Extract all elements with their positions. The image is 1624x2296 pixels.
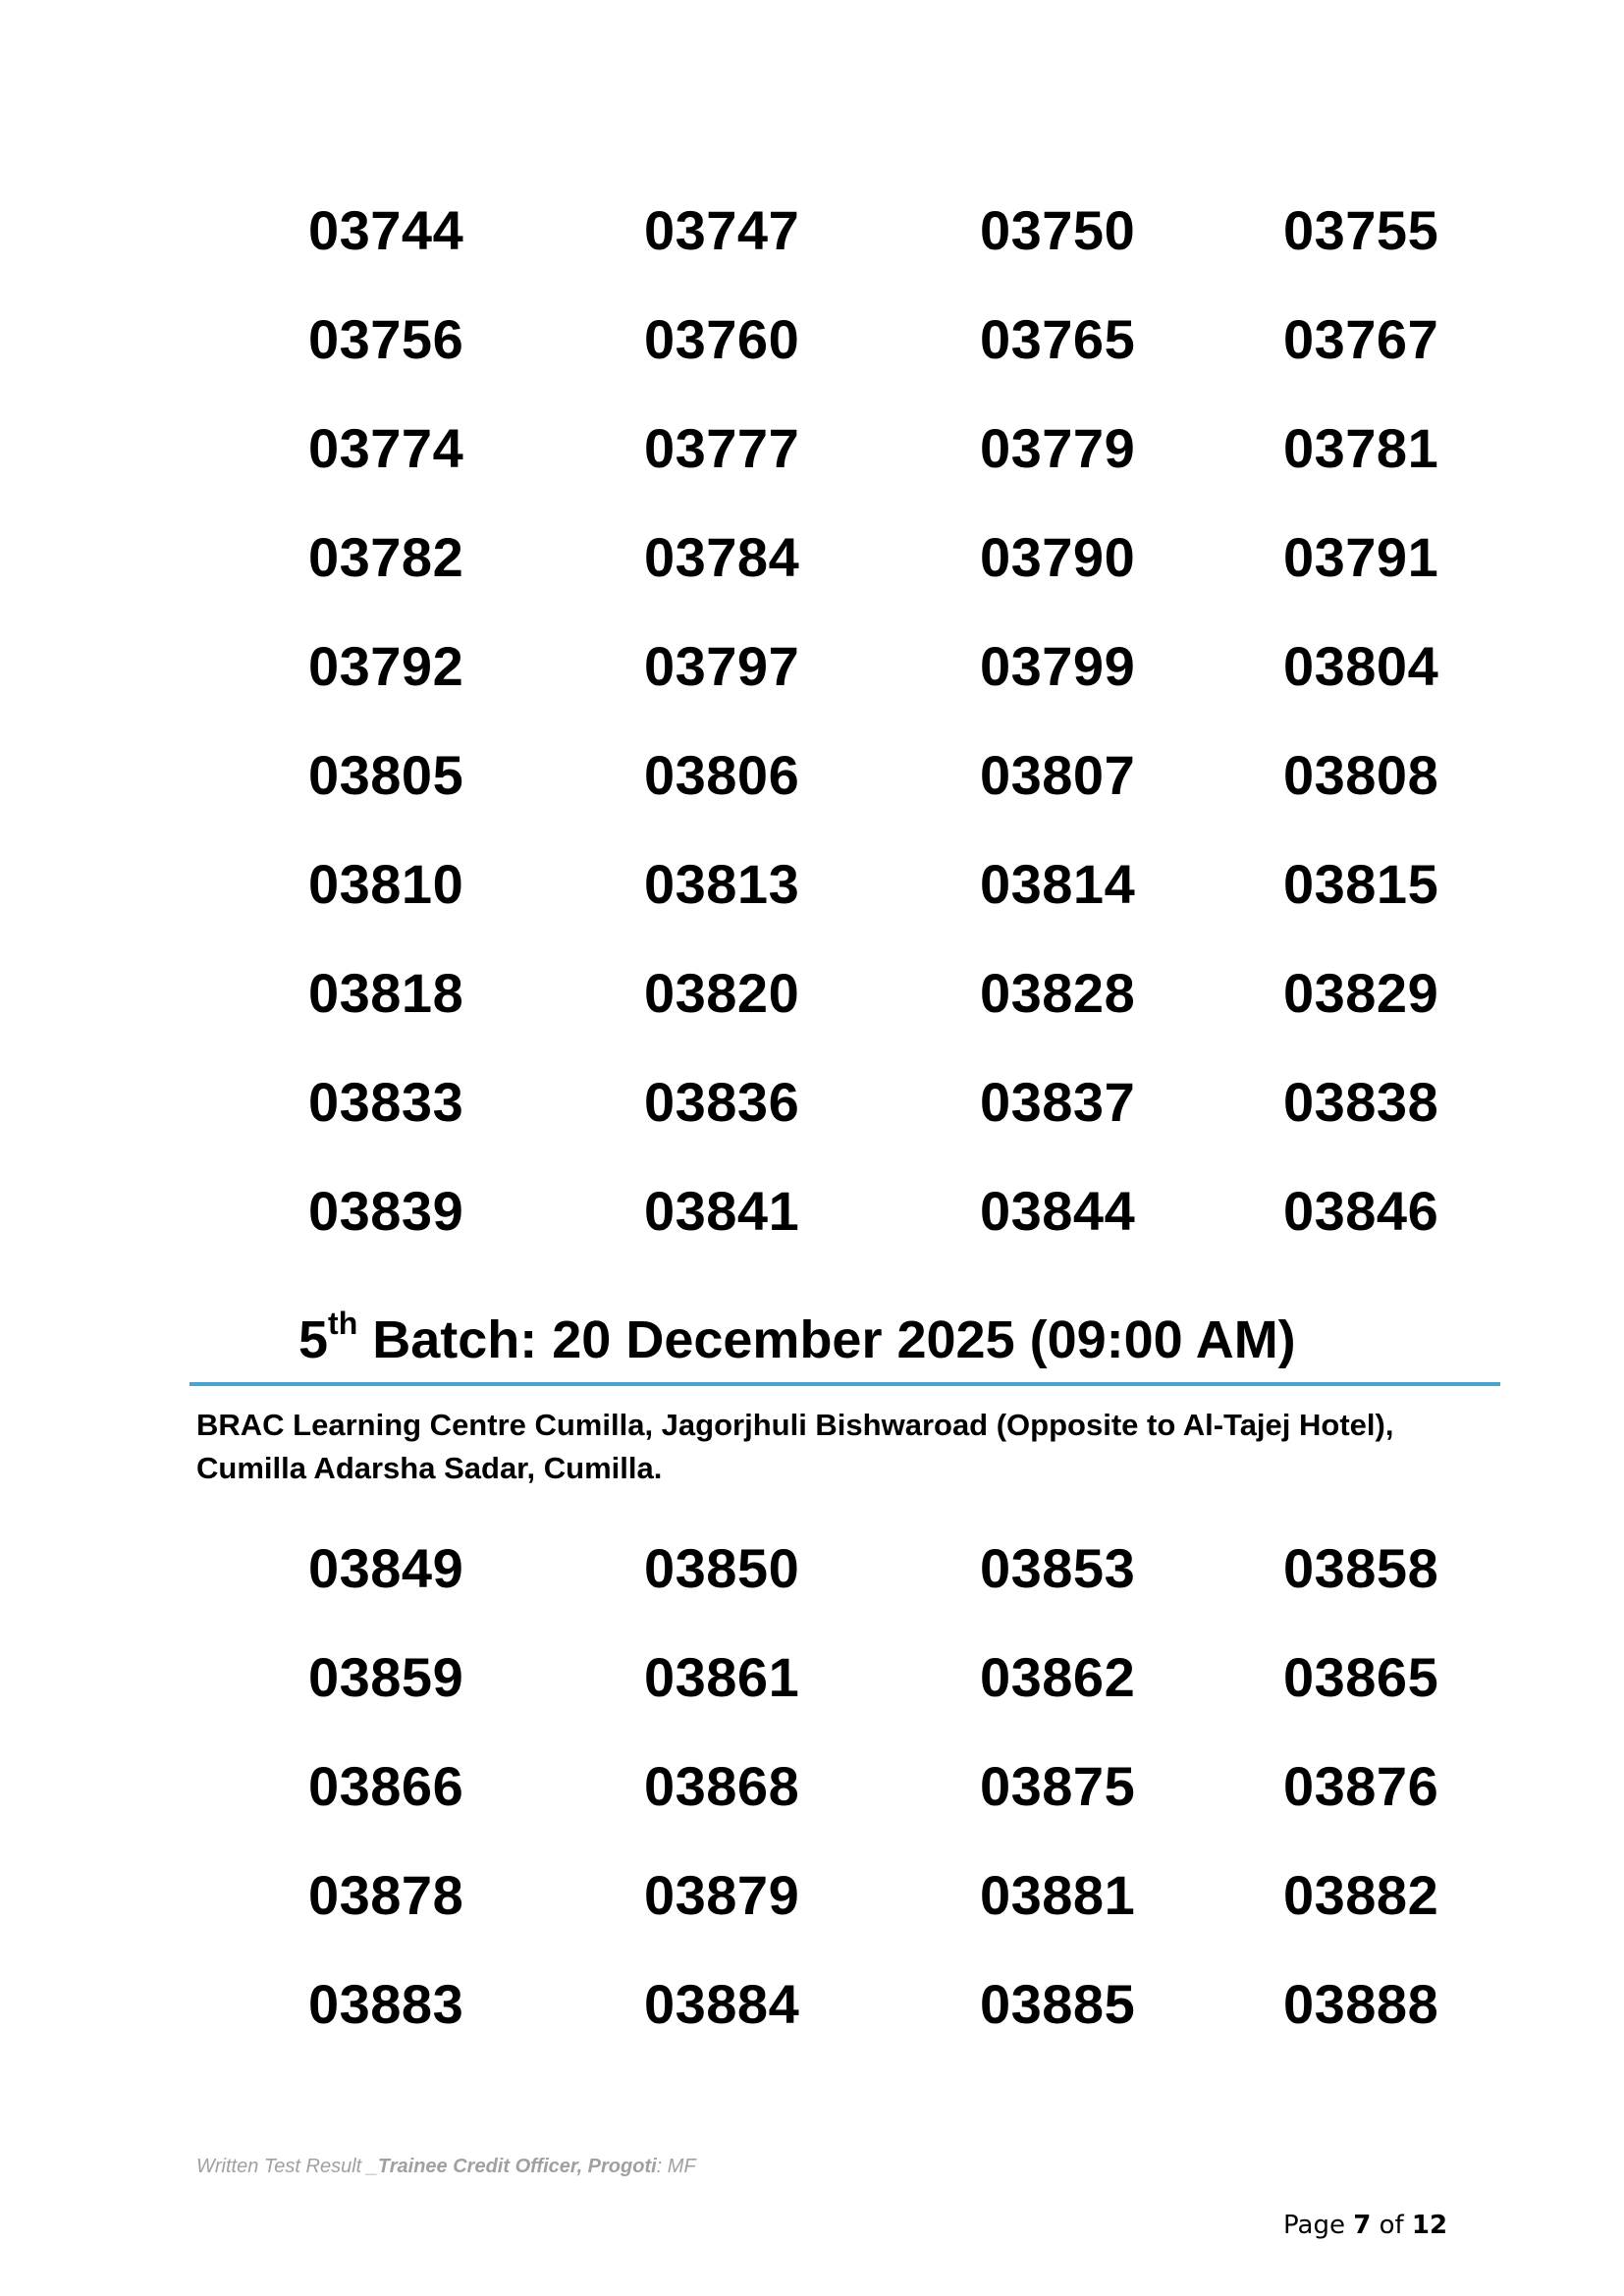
roll-number: 03815 bbox=[1283, 853, 1439, 915]
table-row bbox=[0, 829, 1624, 938]
roll-number: 03810 bbox=[308, 853, 464, 915]
roll-number: 03807 bbox=[980, 744, 1136, 806]
table-row bbox=[0, 1047, 1624, 1156]
roll-number: 03846 bbox=[1283, 1180, 1439, 1242]
roll-number: 03861 bbox=[644, 1646, 800, 1708]
roll-number: 03839 bbox=[308, 1180, 464, 1242]
roll-number: 03774 bbox=[308, 417, 464, 479]
roll-number: 03813 bbox=[644, 853, 800, 915]
roll-number: 03868 bbox=[644, 1755, 800, 1817]
roll-number: 03814 bbox=[980, 853, 1136, 915]
roll-number: 03818 bbox=[308, 962, 464, 1024]
roll-number: 03888 bbox=[1283, 1973, 1439, 2035]
roll-number: 03791 bbox=[1283, 526, 1439, 588]
roll-number: 03850 bbox=[644, 1537, 800, 1599]
table-row bbox=[0, 1841, 1624, 1949]
batch-ordinal-suffix: th bbox=[328, 1306, 358, 1341]
roll-number: 03784 bbox=[644, 526, 800, 588]
page-label: Page bbox=[1283, 2211, 1354, 2240]
batch-details: Batch: 20 December 2025 (09:00 AM) bbox=[357, 1310, 1296, 1369]
page-of: of bbox=[1371, 2211, 1412, 2240]
roll-number: 03750 bbox=[980, 199, 1136, 261]
table-row bbox=[0, 938, 1624, 1047]
roll-number: 03777 bbox=[644, 417, 800, 479]
table-row bbox=[0, 1514, 1624, 1623]
roll-number: 03837 bbox=[980, 1071, 1136, 1133]
roll-number: 03849 bbox=[308, 1537, 464, 1599]
roll-number: 03747 bbox=[644, 199, 800, 261]
page-current: 7 bbox=[1353, 2211, 1372, 2240]
roll-number: 03884 bbox=[644, 1973, 800, 2035]
venue-address: BRAC Learning Centre Cumilla, Jagorjhuli Bishwaroad (Opposite to Al-Tajej Hotel), Cumilla Adarsha Sadar, Cumilla. bbox=[196, 1408, 1394, 1485]
roll-number: 03879 bbox=[644, 1864, 800, 1926]
roll-number: 03878 bbox=[308, 1864, 464, 1926]
table-row bbox=[0, 1732, 1624, 1841]
table-row bbox=[0, 176, 1624, 285]
roll-number: 03841 bbox=[644, 1180, 800, 1242]
batch-number: 5 bbox=[298, 1310, 329, 1369]
table-row bbox=[0, 1623, 1624, 1732]
table-row bbox=[0, 1156, 1624, 1265]
table-row bbox=[0, 612, 1624, 721]
footer-title: Trainee Credit Officer, Progoti bbox=[377, 2156, 657, 2177]
roll-number: 03779 bbox=[980, 417, 1136, 479]
roll-number: 03808 bbox=[1283, 744, 1439, 806]
roll-number: 03838 bbox=[1283, 1071, 1439, 1133]
roll-number: 03881 bbox=[980, 1864, 1136, 1926]
roll-number: 03760 bbox=[644, 308, 800, 370]
roll-number: 03833 bbox=[308, 1071, 464, 1133]
roll-number: 03853 bbox=[980, 1537, 1136, 1599]
roll-number: 03804 bbox=[1283, 635, 1439, 697]
batch-heading bbox=[298, 1306, 1296, 1374]
heading-divider bbox=[189, 1382, 1500, 1386]
roll-number: 03883 bbox=[308, 1973, 464, 2035]
roll-number: 03805 bbox=[308, 744, 464, 806]
table-row bbox=[0, 721, 1624, 829]
roll-number: 03836 bbox=[644, 1071, 800, 1133]
footer-prefix: Written Test Result _ bbox=[196, 2156, 378, 2177]
roll-number: 03765 bbox=[980, 308, 1136, 370]
roll-number: 03866 bbox=[308, 1755, 464, 1817]
roll-grid-bottom bbox=[0, 1514, 1624, 2058]
roll-number: 03820 bbox=[644, 962, 800, 1024]
roll-number: 03865 bbox=[1283, 1646, 1439, 1708]
roll-number: 03797 bbox=[644, 635, 800, 697]
roll-number: 03885 bbox=[980, 1973, 1136, 2035]
table-row bbox=[0, 394, 1624, 503]
roll-number: 03882 bbox=[1283, 1864, 1439, 1926]
footer-suffix: : MF bbox=[656, 2156, 696, 2177]
roll-number: 03782 bbox=[308, 526, 464, 588]
roll-number: 03859 bbox=[308, 1646, 464, 1708]
roll-number: 03828 bbox=[980, 962, 1136, 1024]
table-row bbox=[0, 285, 1624, 394]
roll-number: 03875 bbox=[980, 1755, 1136, 1817]
footer-note bbox=[196, 2156, 696, 2178]
roll-number: 03767 bbox=[1283, 308, 1439, 370]
roll-number: 03876 bbox=[1283, 1755, 1439, 1817]
roll-number: 03829 bbox=[1283, 962, 1439, 1024]
roll-number: 03799 bbox=[980, 635, 1136, 697]
roll-number: 03858 bbox=[1283, 1537, 1439, 1599]
page-total: 12 bbox=[1411, 2211, 1448, 2240]
table-row bbox=[0, 1949, 1624, 2058]
roll-number: 03756 bbox=[308, 308, 464, 370]
roll-number: 03781 bbox=[1283, 417, 1439, 479]
table-row bbox=[0, 503, 1624, 612]
roll-number: 03744 bbox=[308, 199, 464, 261]
roll-number: 03844 bbox=[980, 1180, 1136, 1242]
roll-number: 03790 bbox=[980, 526, 1136, 588]
roll-number: 03792 bbox=[308, 635, 464, 697]
roll-number: 03862 bbox=[980, 1646, 1136, 1708]
page-number bbox=[1283, 2211, 1447, 2240]
roll-number: 03755 bbox=[1283, 199, 1439, 261]
roll-number: 03806 bbox=[644, 744, 800, 806]
roll-grid-top bbox=[0, 176, 1624, 1265]
